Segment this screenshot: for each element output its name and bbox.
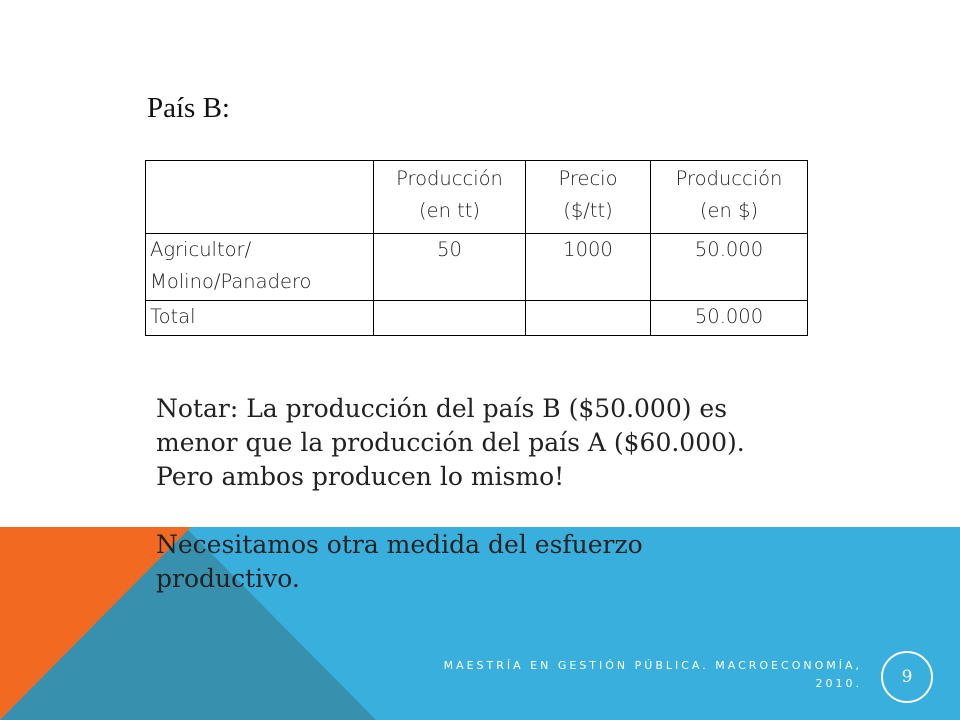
production-table — [145, 160, 808, 336]
row-label-line: Agricultor/ — [150, 238, 252, 261]
note-line: Pero ambos producen lo mismo! — [156, 462, 565, 491]
note-line: menor que la producción del país A ($60.000). — [156, 428, 745, 457]
header-label: Precio — [558, 167, 618, 190]
header-unit: ($/tt) — [563, 199, 613, 222]
header-unit: (en tt) — [418, 199, 481, 222]
cell-production-tt: 50 — [374, 234, 526, 301]
table-header-row — [146, 161, 808, 234]
conclusion-paragraph — [156, 528, 876, 596]
footer-line: 2010. — [815, 677, 862, 690]
slide-footer — [342, 657, 862, 693]
slide-heading: País B: — [147, 92, 230, 124]
row-label-cell: Total — [146, 301, 374, 336]
cell-production-tt — [374, 301, 526, 336]
header-label: Producción — [396, 167, 503, 190]
header-cell-production-tt — [374, 161, 526, 234]
cell-price: 1000 — [526, 234, 651, 301]
conclusion-line: Necesitamos otra medida del esfuerzo — [156, 530, 643, 559]
header-unit: (en $) — [699, 199, 759, 222]
row-label-cell — [146, 234, 374, 301]
cell-production-pesos: 50.000 — [651, 234, 808, 301]
footer-line: MAESTRÍA EN GESTIÓN PÚBLICA. MACROECONOMÍA, — [443, 659, 862, 672]
page-number-badge — [881, 651, 933, 703]
note-paragraph — [156, 392, 876, 494]
table-row-total — [146, 301, 808, 336]
conclusion-line: productivo. — [156, 564, 300, 593]
header-cell-production-pesos — [651, 161, 808, 234]
header-cell-empty — [146, 161, 374, 234]
cell-production-pesos: 50.000 — [651, 301, 808, 336]
header-cell-price — [526, 161, 651, 234]
row-label-line: Molino/Panadero — [150, 270, 312, 293]
note-line: Notar: La producción del país B ($50.000) es — [156, 394, 728, 423]
page-number: 9 — [901, 667, 913, 687]
header-label: Producción — [675, 167, 783, 190]
table-row — [146, 234, 808, 301]
cell-price — [526, 301, 651, 336]
